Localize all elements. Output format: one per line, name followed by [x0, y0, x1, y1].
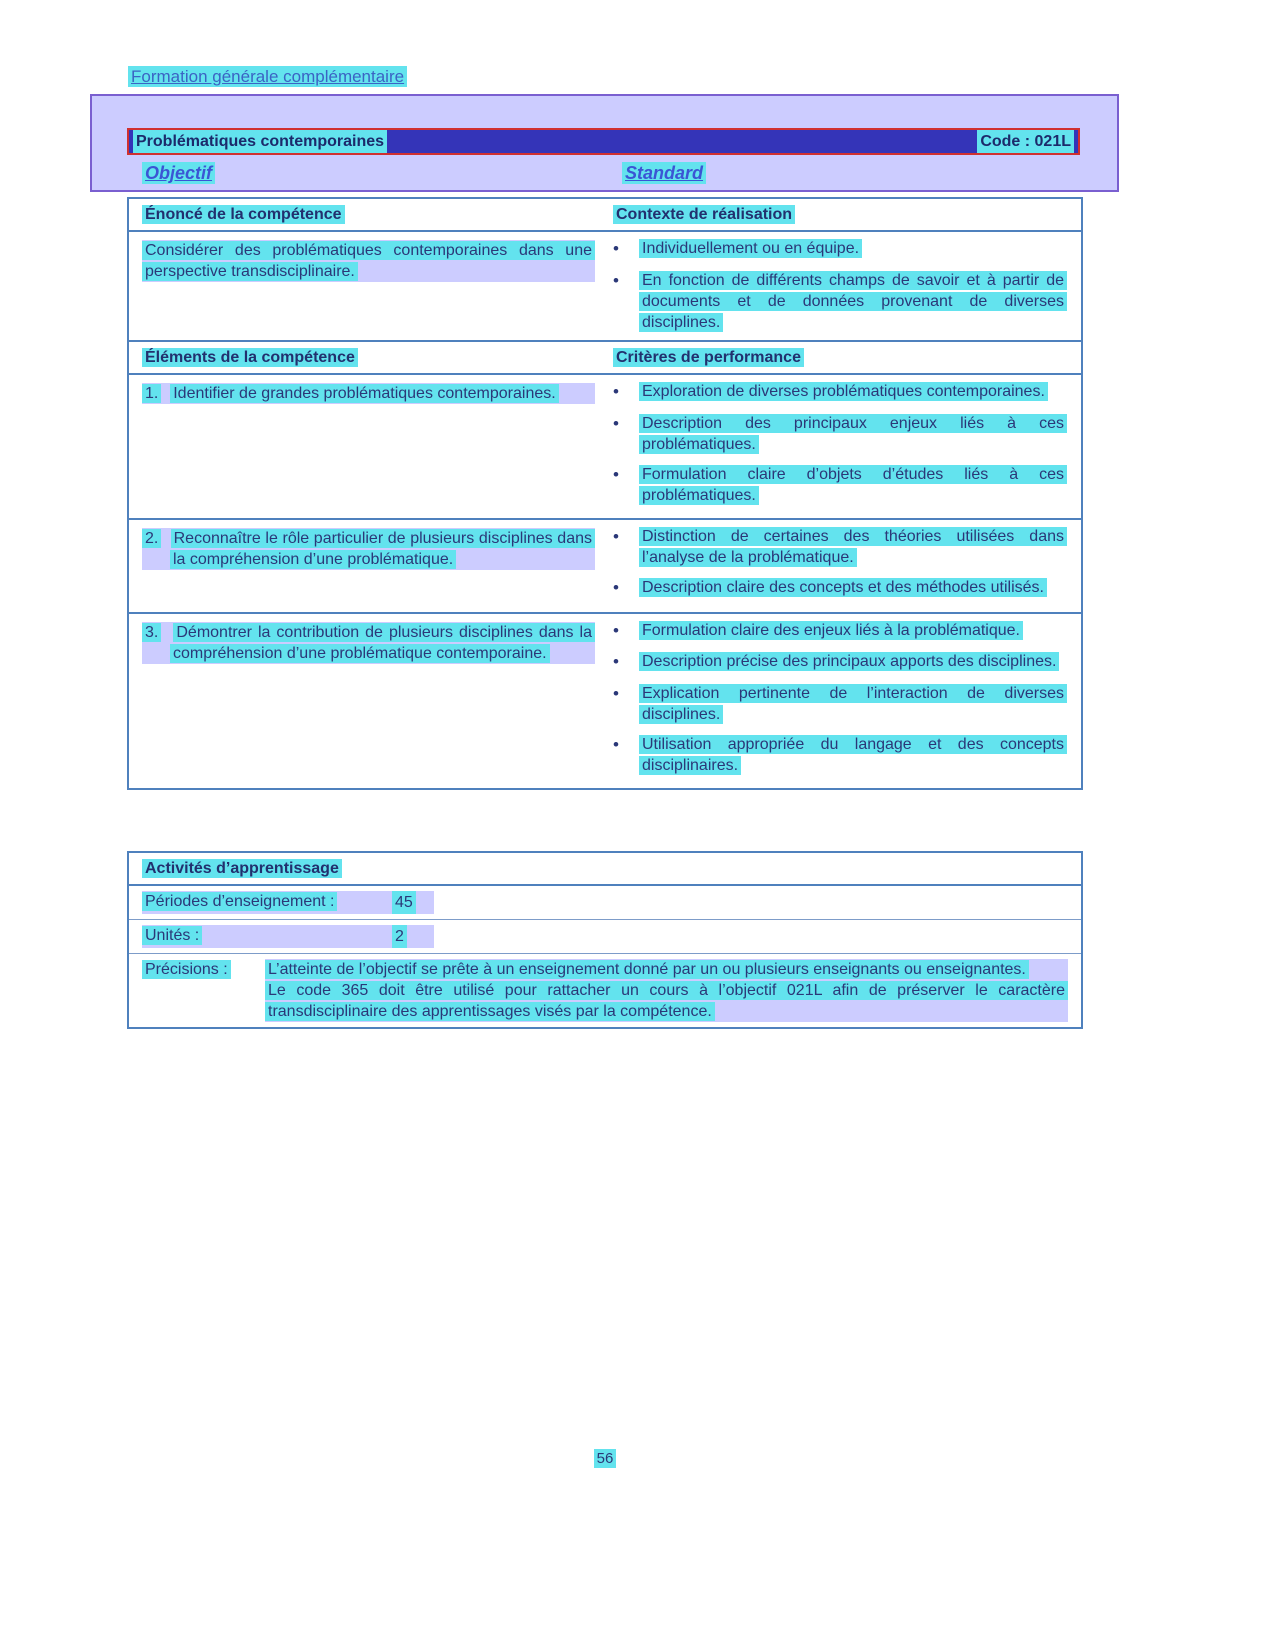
critere-item: Description des principaux enjeux liés à ces problématiques. — [639, 414, 1067, 454]
list-item — [613, 381, 1067, 403]
bullet-icon — [613, 270, 639, 333]
precisions-paragraph — [265, 980, 1068, 1022]
unites-value: 2 — [392, 925, 407, 948]
precisions-text — [265, 959, 1068, 1022]
periodes-bar — [142, 891, 434, 914]
element-number: 1. — [142, 384, 161, 403]
document-header — [128, 66, 407, 88]
critere-item: Distinction de certaines des théories utilisées dans l’analyse de la problématique. — [639, 527, 1067, 567]
bullet-icon — [613, 683, 639, 725]
course-code: Code : 021L — [977, 130, 1074, 153]
precisions-label: Précisions : — [142, 960, 231, 979]
periodes-label: Périodes d’enseignement : — [142, 892, 337, 911]
critere-item: Formulation claire des enjeux liés à la problématique. — [639, 621, 1023, 640]
list-item — [613, 620, 1067, 642]
list-item — [613, 651, 1067, 673]
activites-table — [127, 851, 1083, 1029]
unites-label: Unités : — [142, 926, 202, 945]
element-number: 3. — [142, 623, 161, 642]
objectif-heading: Objectif — [142, 162, 215, 184]
competence-table-header — [129, 199, 1081, 232]
elements-table-header — [129, 342, 1081, 375]
bullet-icon — [613, 620, 639, 642]
list-item — [613, 413, 1067, 455]
contexte-header: Contexte de réalisation — [613, 205, 795, 224]
bullet-icon — [613, 577, 639, 599]
element-text: Reconnaître le rôle particulier de plusieurs disciplines dans la compréhension d’une problématique. — [170, 529, 595, 569]
critere-item: Explication pertinente de l’interaction de diverses disciplines. — [639, 684, 1067, 724]
bullet-icon — [613, 526, 639, 568]
page-number-row — [0, 1449, 1210, 1469]
list-item — [613, 238, 1067, 260]
periodes-value: 45 — [392, 891, 416, 914]
element-text: Démontrer la contribution de plusieurs disciplines dans la compréhension d’une problématique contemporaine. — [170, 623, 595, 663]
list-item — [613, 270, 1067, 333]
contexte-item: Individuellement ou en équipe. — [639, 239, 862, 258]
activites-title: Activités d’apprentissage — [142, 859, 342, 878]
table-row — [129, 518, 1081, 612]
element-text-block — [142, 383, 595, 404]
precisions-label-wrap — [142, 959, 265, 1022]
element-text-block — [142, 528, 595, 570]
competence-table — [127, 197, 1083, 347]
critere-item: Utilisation appropriée du langage et des concepts disciplinaires. — [639, 735, 1067, 775]
bullet-icon — [613, 413, 639, 455]
standard-heading: Standard — [622, 162, 706, 184]
unites-bar — [142, 925, 434, 948]
element-text: Identifier de grandes problématiques contemporaines. — [170, 384, 558, 403]
course-title: Problématiques contemporaines — [133, 130, 387, 153]
objective-banner — [90, 94, 1119, 192]
activites-title-row — [129, 853, 1081, 886]
table-row — [129, 375, 1081, 518]
enonce-text-block — [142, 240, 595, 282]
competence-table-body — [129, 232, 1081, 345]
objectif-standard-row — [92, 160, 1117, 188]
document-header-text: Formation générale complémentaire — [128, 66, 407, 87]
precisions-paragraph — [265, 959, 1068, 980]
criteres-header: Critères de performance — [613, 348, 804, 367]
precisions-row — [129, 953, 1081, 1027]
course-title-bar — [127, 128, 1080, 155]
bullet-icon — [613, 651, 639, 673]
list-item — [613, 683, 1067, 725]
elements-table — [127, 340, 1083, 790]
bullet-icon — [613, 464, 639, 506]
list-item — [613, 526, 1067, 568]
element-number: 2. — [142, 529, 161, 548]
bullet-icon — [613, 238, 639, 260]
enonce-header: Énoncé de la compétence — [142, 205, 345, 224]
list-item — [613, 577, 1067, 599]
critere-item: Description claire des concepts et des méthodes utilisés. — [639, 578, 1047, 597]
periodes-row — [129, 886, 1081, 919]
critere-item: Description précise des principaux apports des disciplines. — [639, 652, 1059, 671]
list-item — [613, 734, 1067, 776]
precisions-paragraph-text: L’atteinte de l’objectif se prête à un enseignement donné par un ou plusieurs enseignants ou enseignantes. — [265, 960, 1029, 979]
critere-item: Exploration de diverses problématiques contemporaines. — [639, 382, 1048, 401]
enonce-text: Considérer des problématiques contemporaines dans une perspective transdisciplinaire. — [142, 241, 595, 281]
critere-item: Formulation claire d’objets d’études liés à ces problématiques. — [639, 465, 1067, 505]
list-item — [613, 464, 1067, 506]
element-text-block — [142, 622, 595, 664]
page-number: 56 — [594, 1449, 617, 1468]
table-row — [129, 612, 1081, 788]
unites-row — [129, 919, 1081, 953]
bullet-icon — [613, 734, 639, 776]
precisions-paragraph-text: Le code 365 doit être utilisé pour rattacher un cours à l’objectif 021L afin de préserver le caractère transdisciplinaire des apprentissages visés par la compétence. — [265, 981, 1068, 1021]
bullet-icon — [613, 381, 639, 403]
contexte-item: En fonction de différents champs de savoir et à partir de documents et de données provenant de diverses disciplines. — [639, 271, 1067, 332]
elements-header: Éléments de la compétence — [142, 348, 358, 367]
